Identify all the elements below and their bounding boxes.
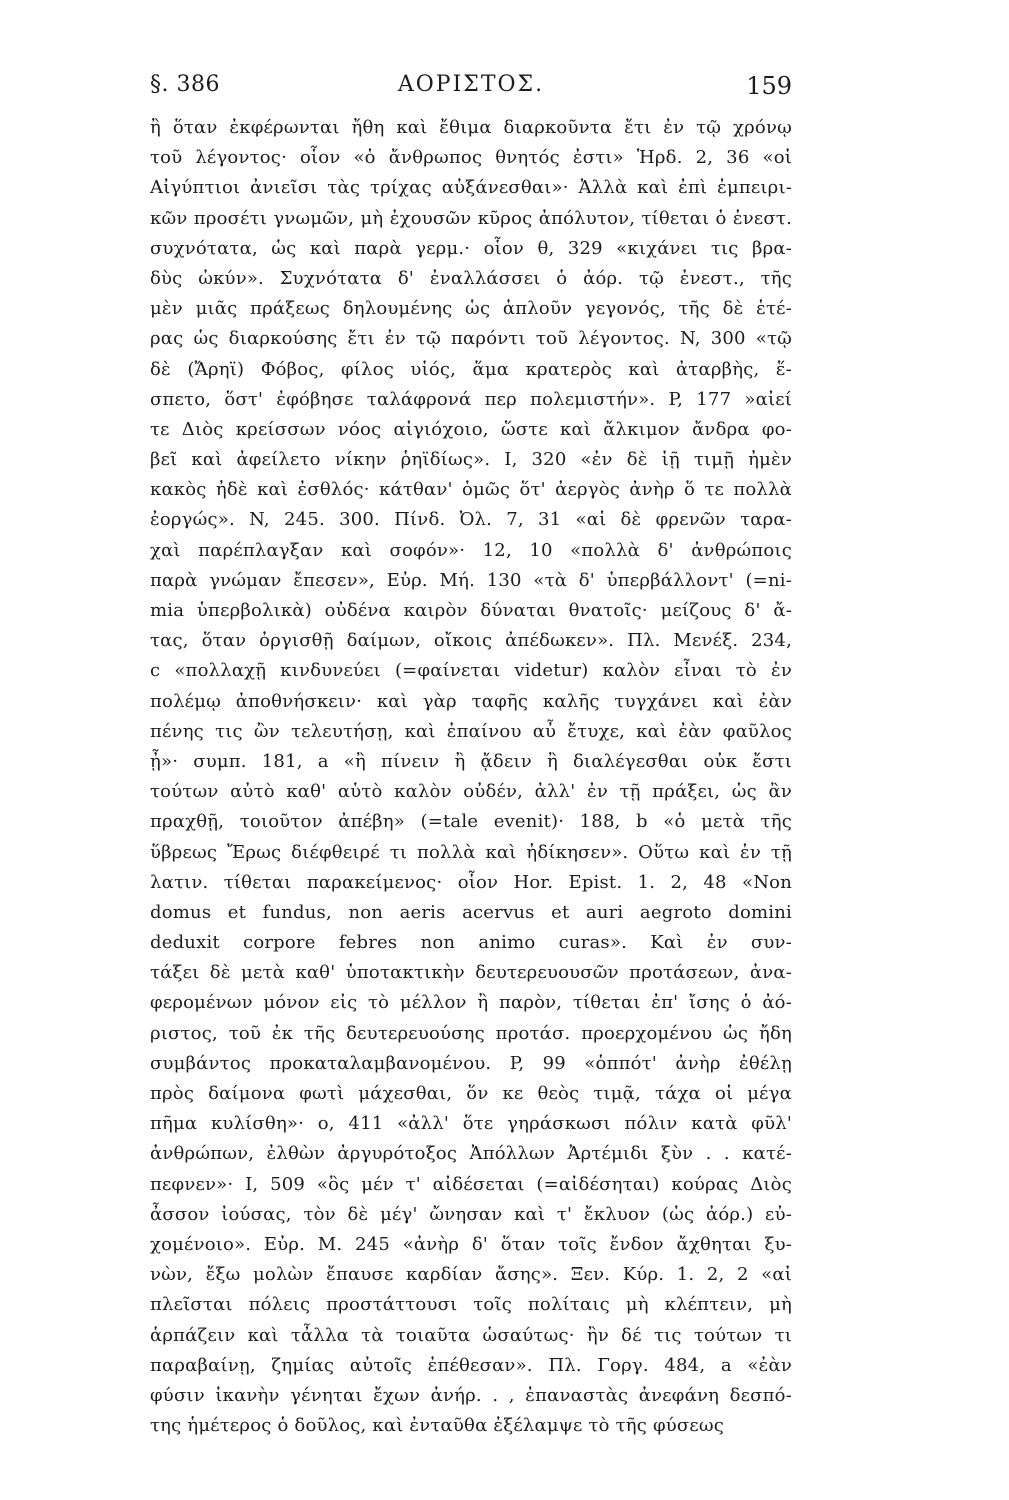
text-line: χαὶ παρέπλαγξαν καὶ σοφόν»· 12, 10 «πολλὰ δ' ἀνθρώποις	[150, 539, 792, 561]
text-line: mia ὑπερβολικὰ) οὐδένα καιρὸν δύναται θνατοῖς· μείζους δ' ἄ-	[150, 600, 792, 621]
text-line: ἁρπάζειν καὶ τἆλλα τὰ τοιαῦτα ὡσαύτως· ἢν δέ τις τούτων τι	[150, 1324, 792, 1346]
text-line: λατιν. τίθεται παρακείμενος· οἷον Hor. Epist. 1. 2, 48 «Non	[150, 871, 792, 893]
text-line: ριστος, τοῦ ἐκ τῆς δευτερευούσης προτάσ. προερχομένου ὡς ἤδη	[150, 1022, 792, 1044]
text-line: ρας ὡς διαρκούσης ἔτι ἐν τῷ παρόντι τοῦ λέγοντος. N, 300 «τῷ	[150, 328, 792, 350]
text-line: τας, ὅταν ὀργισθῇ δαίμων, οἴκοις ἀπέδωκεν». Πλ. Μενέξ. 234,	[150, 630, 792, 652]
text-line: νὼν, ἔξω μολὼν ἔπαυσε καρδίαν ἄσης». Ξεν. Κύρ. 1. 2, 2 «αἱ	[150, 1264, 792, 1286]
text-line: πεφνεν»· I, 509 «ὃς μέν τ' αἰδέσεται (=αἰδέσηται) κούρας Διὸς	[150, 1173, 792, 1195]
text-line: ὕβρεως Ἔρως διέφθειρέ τι πολλὰ καὶ ἠδίκησεν». Οὕτω καὶ ἐν τῇ	[150, 841, 792, 863]
text-line: domus et fundus, non aeris acervus et auri aegroto domini	[150, 901, 792, 923]
text-line: χομένοιο». Εὐρ. Μ. 245 «ἀνὴρ δ' ὅταν τοῖς ἔνδον ἄχθηται ξυ-	[150, 1233, 792, 1255]
text-line: πένης τις ὢν τελευτήσῃ, καὶ ἐπαίνου αὖ ἔτυχε, καὶ ἐὰν φαῦλος	[150, 720, 792, 742]
page-number: 159	[746, 72, 792, 100]
section-number: §. 386	[150, 72, 220, 97]
text-line: πραχθῇ, τοιοῦτον ἀπέβη» (=tale evenit)· 188, b «ὁ μετὰ τῆς	[150, 811, 792, 833]
text-line: πῆμα κυλίσθη»· ο, 411 «ἀλλ' ὅτε γηράσκωσι πόλιν κατὰ φῦλ'	[150, 1113, 792, 1135]
text-line: τάξει δὲ μετὰ καθ' ὑποτακτικὴν δευτερευουσῶν προτάσεων, ἀνα-	[150, 962, 792, 984]
text-line: ἀνθρώπων, ἐλθὼν ἀργυρότοξος Ἀπόλλων Ἀρτέμιδι ξὺν . . κατέ-	[150, 1143, 792, 1165]
text-line: συχνότατα, ὡς καὶ παρὰ γερμ.· οἷον θ, 329 «κιχάνει τις βρα-	[150, 237, 792, 259]
text-line: deduxit corpore febres non animo curas». Καὶ ἐν συν-	[150, 932, 792, 954]
text-line: μὲν μιᾶς πράξεως δηλουμένης ὡς ἁπλοῦν γεγονός, τῆς δὲ ἑτέ-	[150, 298, 792, 320]
text-line: ἆσσον ἰούσας, τὸν δὲ μέγ' ὤνησαν καὶ τ' ἔκλυον (ὡς ἀόρ.) εὐ-	[150, 1203, 792, 1225]
text-line: δὲ (Ἄρηϊ) Φόβος, φίλος υἱός, ἅμα κρατερὸς καὶ ἀταρβὴς, ἕ-	[150, 358, 792, 380]
text-line: σπετο, ὅστ' ἐφόβησε ταλάφρονά περ πολεμιστήν». P, 177 »αἰεί	[150, 388, 792, 410]
text-line: δὺς ὠκύν». Συχνότατα δ' ἐναλλάσσει ὁ ἀόρ. τῷ ἐνεστ., τῆς	[150, 267, 792, 289]
text-line: ἐοργώς». N, 245. 300. Πίνδ. Ὀλ. 7, 31 «αἱ δὲ φρενῶν ταρα-	[150, 509, 792, 531]
text-line: κῶν προσέτι γνωμῶν, μὴ ἐχουσῶν κῦρος ἀπόλυτον, τίθεται ὁ ἐνεστ.	[150, 207, 792, 229]
text-line: πρὸς δαίμονα φωτὶ μάχεσθαι, ὅν κε θεὸς τιμᾷ, τάχα οἱ μέγα	[150, 1083, 792, 1104]
text-line: Αἰγύπτιοι ἀνιεῖσι τὰς τρίχας αὐξάνεσθαι»· Ἀλλὰ καὶ ἐπὶ ἐμπειρι-	[150, 177, 792, 199]
text-line: πλεῖσται πόλεις προστάττουσι τοῖς πολίταις μὴ κλέπτειν, μὴ	[150, 1294, 792, 1316]
text-line: βεῖ καὶ ἀφείλετο νίκην ῥηϊδίως». I, 320 «ἐν δὲ ἰῇ τιμῇ ἠμὲν	[150, 449, 792, 471]
text-line: φύσιν ἱκανὴν γένηται ἔχων ἀνήρ. . , ἐπαναστὰς ἀνεφάνη δεσπό-	[150, 1384, 792, 1406]
text-line: φερομένων μόνον εἰς τὸ μέλλον ἢ παρὸν, τίθεται ἐπ' ἴσης ὁ ἀό-	[150, 992, 792, 1014]
text-line: παρὰ γνώμαν ἔπεσεν», Εὐρ. Μή. 130 «τὰ δ' ὑπερβάλλοντ' (=ni-	[150, 569, 792, 591]
text-line: τοῦ λέγοντος· οἷον «ὁ ἄνθρωπος θνητός ἐστι» Ἡρδ. 2, 36 «οἱ	[150, 147, 792, 169]
text-line: συμβάντος προκαταλαμβανομένου. P, 99 «ὁππότ' ἀνὴρ ἐθέλῃ	[150, 1052, 792, 1074]
text-line: ἢ ὅταν ἐκφέρωνται ἤθη καὶ ἔθιμα διαρκοῦντα ἔτι ἐν τῷ χρόνῳ	[150, 117, 792, 138]
text-line: κακὸς ἠδὲ καὶ ἐσθλός· κάτθαν' ὁμῶς ὅτ' ἀεργὸς ἀνὴρ ὅ τε πολλὰ	[150, 479, 792, 501]
text-line: πολέμῳ ἀποθνήσκειν· καὶ γὰρ ταφῆς καλῆς τυγχάνει καὶ ἐὰν	[150, 690, 792, 712]
text-line: ᾖ»· συμπ. 181, a «ἢ πίνειν ἢ ᾄδειν ἢ διαλέγεσθαι οὐκ ἔστι	[150, 750, 792, 772]
text-line: παραβαίνῃ, ζημίας αὐτοῖς ἐπέθεσαν». Πλ. Γοργ. 484, a «ἐὰν	[150, 1354, 792, 1376]
text-line: τε Διὸς κρείσσων νόος αἰγιόχοιο, ὥστε καὶ ἄλκιμον ἄνδρα φο-	[150, 418, 792, 440]
body-text	[150, 113, 792, 1441]
text-line: c «πολλαχῇ κινδυνεύει (=φαίνεται videtur) καλὸν εἶναι τὸ ἐν	[150, 660, 792, 682]
text-line: τούτων αὐτὸ καθ' αὑτὸ καλὸν οὐδέν, ἀλλ' ἐν τῇ πράξει, ὡς ἂν	[150, 781, 792, 803]
text-line: της ἡμέτερος ὁ δοῦλος, καὶ ἐνταῦθα ἐξέλαμψε τὸ τῆς φύσεως	[150, 1415, 725, 1437]
page-title: ΑΟΡΙΣΤΟΣ.	[397, 72, 545, 97]
running-head	[150, 72, 792, 112]
